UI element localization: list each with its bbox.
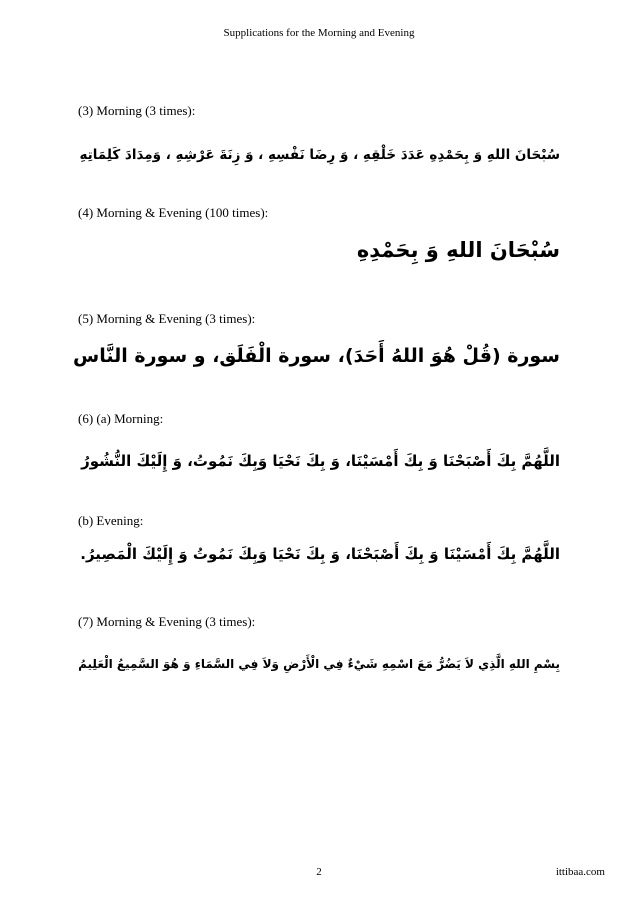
arabic-supplication-6a [70,445,560,477]
footer-site-name: ittibaa.com [555,866,605,878]
arabic-text: سورة (قُلْ هُوَ اللهُ أَحَدَ)، سورة الْفَلَق، و سورة النَّاس [73,345,560,367]
page-number: 2 [316,866,322,878]
running-header: Supplications for the Morning and Evening [223,27,415,39]
section-label-7: (7) Morning & Evening (3 times): [78,614,256,629]
arabic-supplication-4 [70,234,560,266]
arabic-supplication-7 [70,648,560,680]
arabic-supplication-5 [70,340,560,372]
arabic-text: اللَّهُمَّ بِكَ أَصْبَحْنَا وَ بِكَ أَمْسَيْنَا، وَ بِكَ نَحْيَا وَبِكَ نَمُوتُ، وَ إِلَيْكَ النُّشُورُ [81,452,560,470]
arabic-supplication-6b [70,538,560,570]
section-label-4: (4) Morning & Evening (100 times): [78,205,269,220]
arabic-text: سُبْحَانَ اللهِ وَ بِحَمْدِهِ عَدَدَ خَلْقِهِ ، وَ رِضَا نَفْسِهِ ، وَ زِنَةَ عَرْشِهِ ، وَمِدَادَ كَلِمَاتِهِ [79,147,560,163]
arabic-text: بِسْمِ اللهِ الَّذِي لاَ يَضُرُّ مَعَ اسْمِهِ شَيْءٌ فِي الْأَرْضِ وَلاَ فِي السَّمَاءِ وَ هُوَ السَّمِيعُ الْعَلِيمُ [78,657,560,671]
section-label-3: (3) Morning (3 times): [78,103,196,118]
arabic-supplication-3 [70,139,560,171]
section-label-6a: (6) (a) Morning: [78,411,164,426]
arabic-text: اللَّهُمَّ بِكَ أَمْسَيْنَا وَ بِكَ أَصْبَحْنَا، وَ بِكَ نَحْيَا وَبِكَ نَمُوتُ وَ إِلَيْكَ الْمَصِيرُ. [80,545,560,563]
arabic-text: سُبْحَانَ اللهِ وَ بِحَمْدِهِ [356,238,560,262]
section-label-6b: (b) Evening: [78,513,144,528]
section-label-5: (5) Morning & Evening (3 times): [78,311,256,326]
